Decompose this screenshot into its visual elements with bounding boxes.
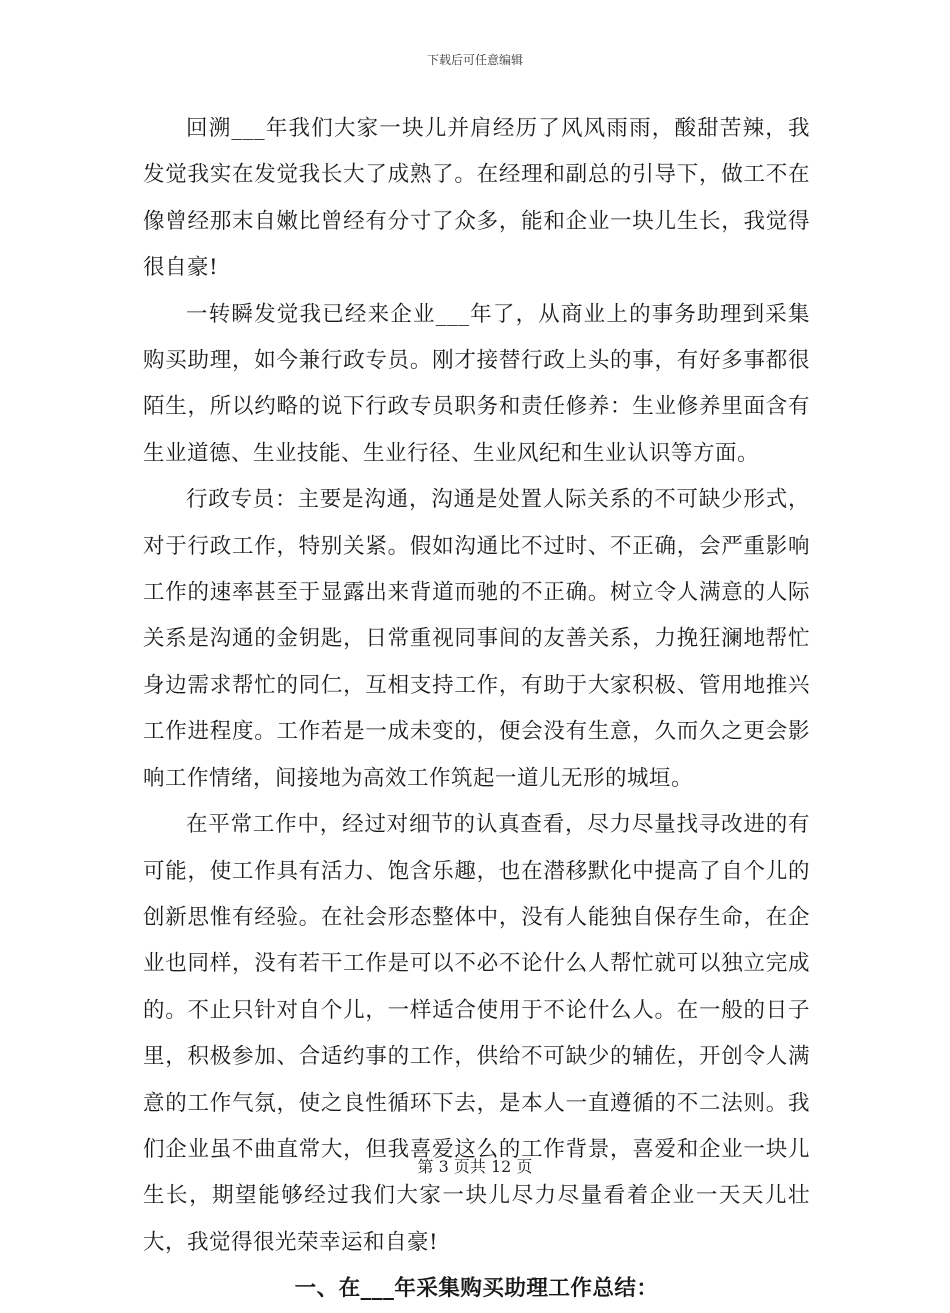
paragraph-3: 行政专员：主要是沟通，沟通是处置人际关系的不可缺少形式，对于行政工作，特别关紧。假如沟通比不过时、不正确，会严重影响工作的速率甚至于显露出来背道而驰的不正确。树立令人满意的人际关系是沟通的金钥匙，日常重视同事间的友善关系，力挽狂澜地帮忙身边需求帮忙的同仁，互相支持工作，有助于大家积极、管用地推兴工作进程度。工作若是一成未变的，便会没有生意，久而久之更会影响工作情绪，间接地为高效工作筑起一道儿无形的城垣。 (143, 487, 810, 791)
paragraph-1: 回溯___年我们大家一块儿并肩经历了风风雨雨，酸甜苦辣，我发觉我实在发觉我长大了成熟了。在经理和副总的引导下，做工不在像曾经那末自嫩比曾经有分寸了众多，能和企业一块儿生长，我觉得很自豪! (143, 116, 810, 281)
paragraph-2: 一转瞬发觉我已经来企业___年了，从商业上的事务助理到采集购买助理，如今兼行政专员。刚才接替行政上头的事，有好多事都很陌生，所以约略的说下行政专员职务和责任修养：生业修养里面含有生业道德、生业技能、生业行径、生业风纪和生业认识等方面。 (143, 301, 810, 466)
document-body (143, 106, 810, 1313)
page-footer: 第 3 页共 12 页 (417, 1157, 533, 1176)
section-heading: 一、在___年采集购买助理工作总结： (294, 1276, 659, 1302)
page-header: 下载后可任意编辑 (426, 53, 523, 67)
paragraph-4: 在平常工作中，经过对细节的认真查看，尽力尽量找寻改进的有可能，使工作具有活力、饱含乐趣，也在潜移默化中提高了自个儿的创新思惟有经验。在社会形态整体中，没有人能独自保存生命，在企业也同样，没有若干工作是可以不必不论什么人帮忙就可以独立完成的。不止只针对自个儿，一样适合使用于不论什么人。在一般的日子里，积极参加、合适约事的工作，供给不可缺少的辅佐，开创令人满意的工作气氛，使之良性循环下去，是本人一直遵循的不二法则。我们企业虽不曲直常大，但我喜爱这么的工作背景，喜爱和企业一块儿生长，期望能够经过我们大家一块儿尽力尽量看着企业一天天儿壮大，我觉得很光荣幸运和自豪! (143, 812, 810, 1255)
